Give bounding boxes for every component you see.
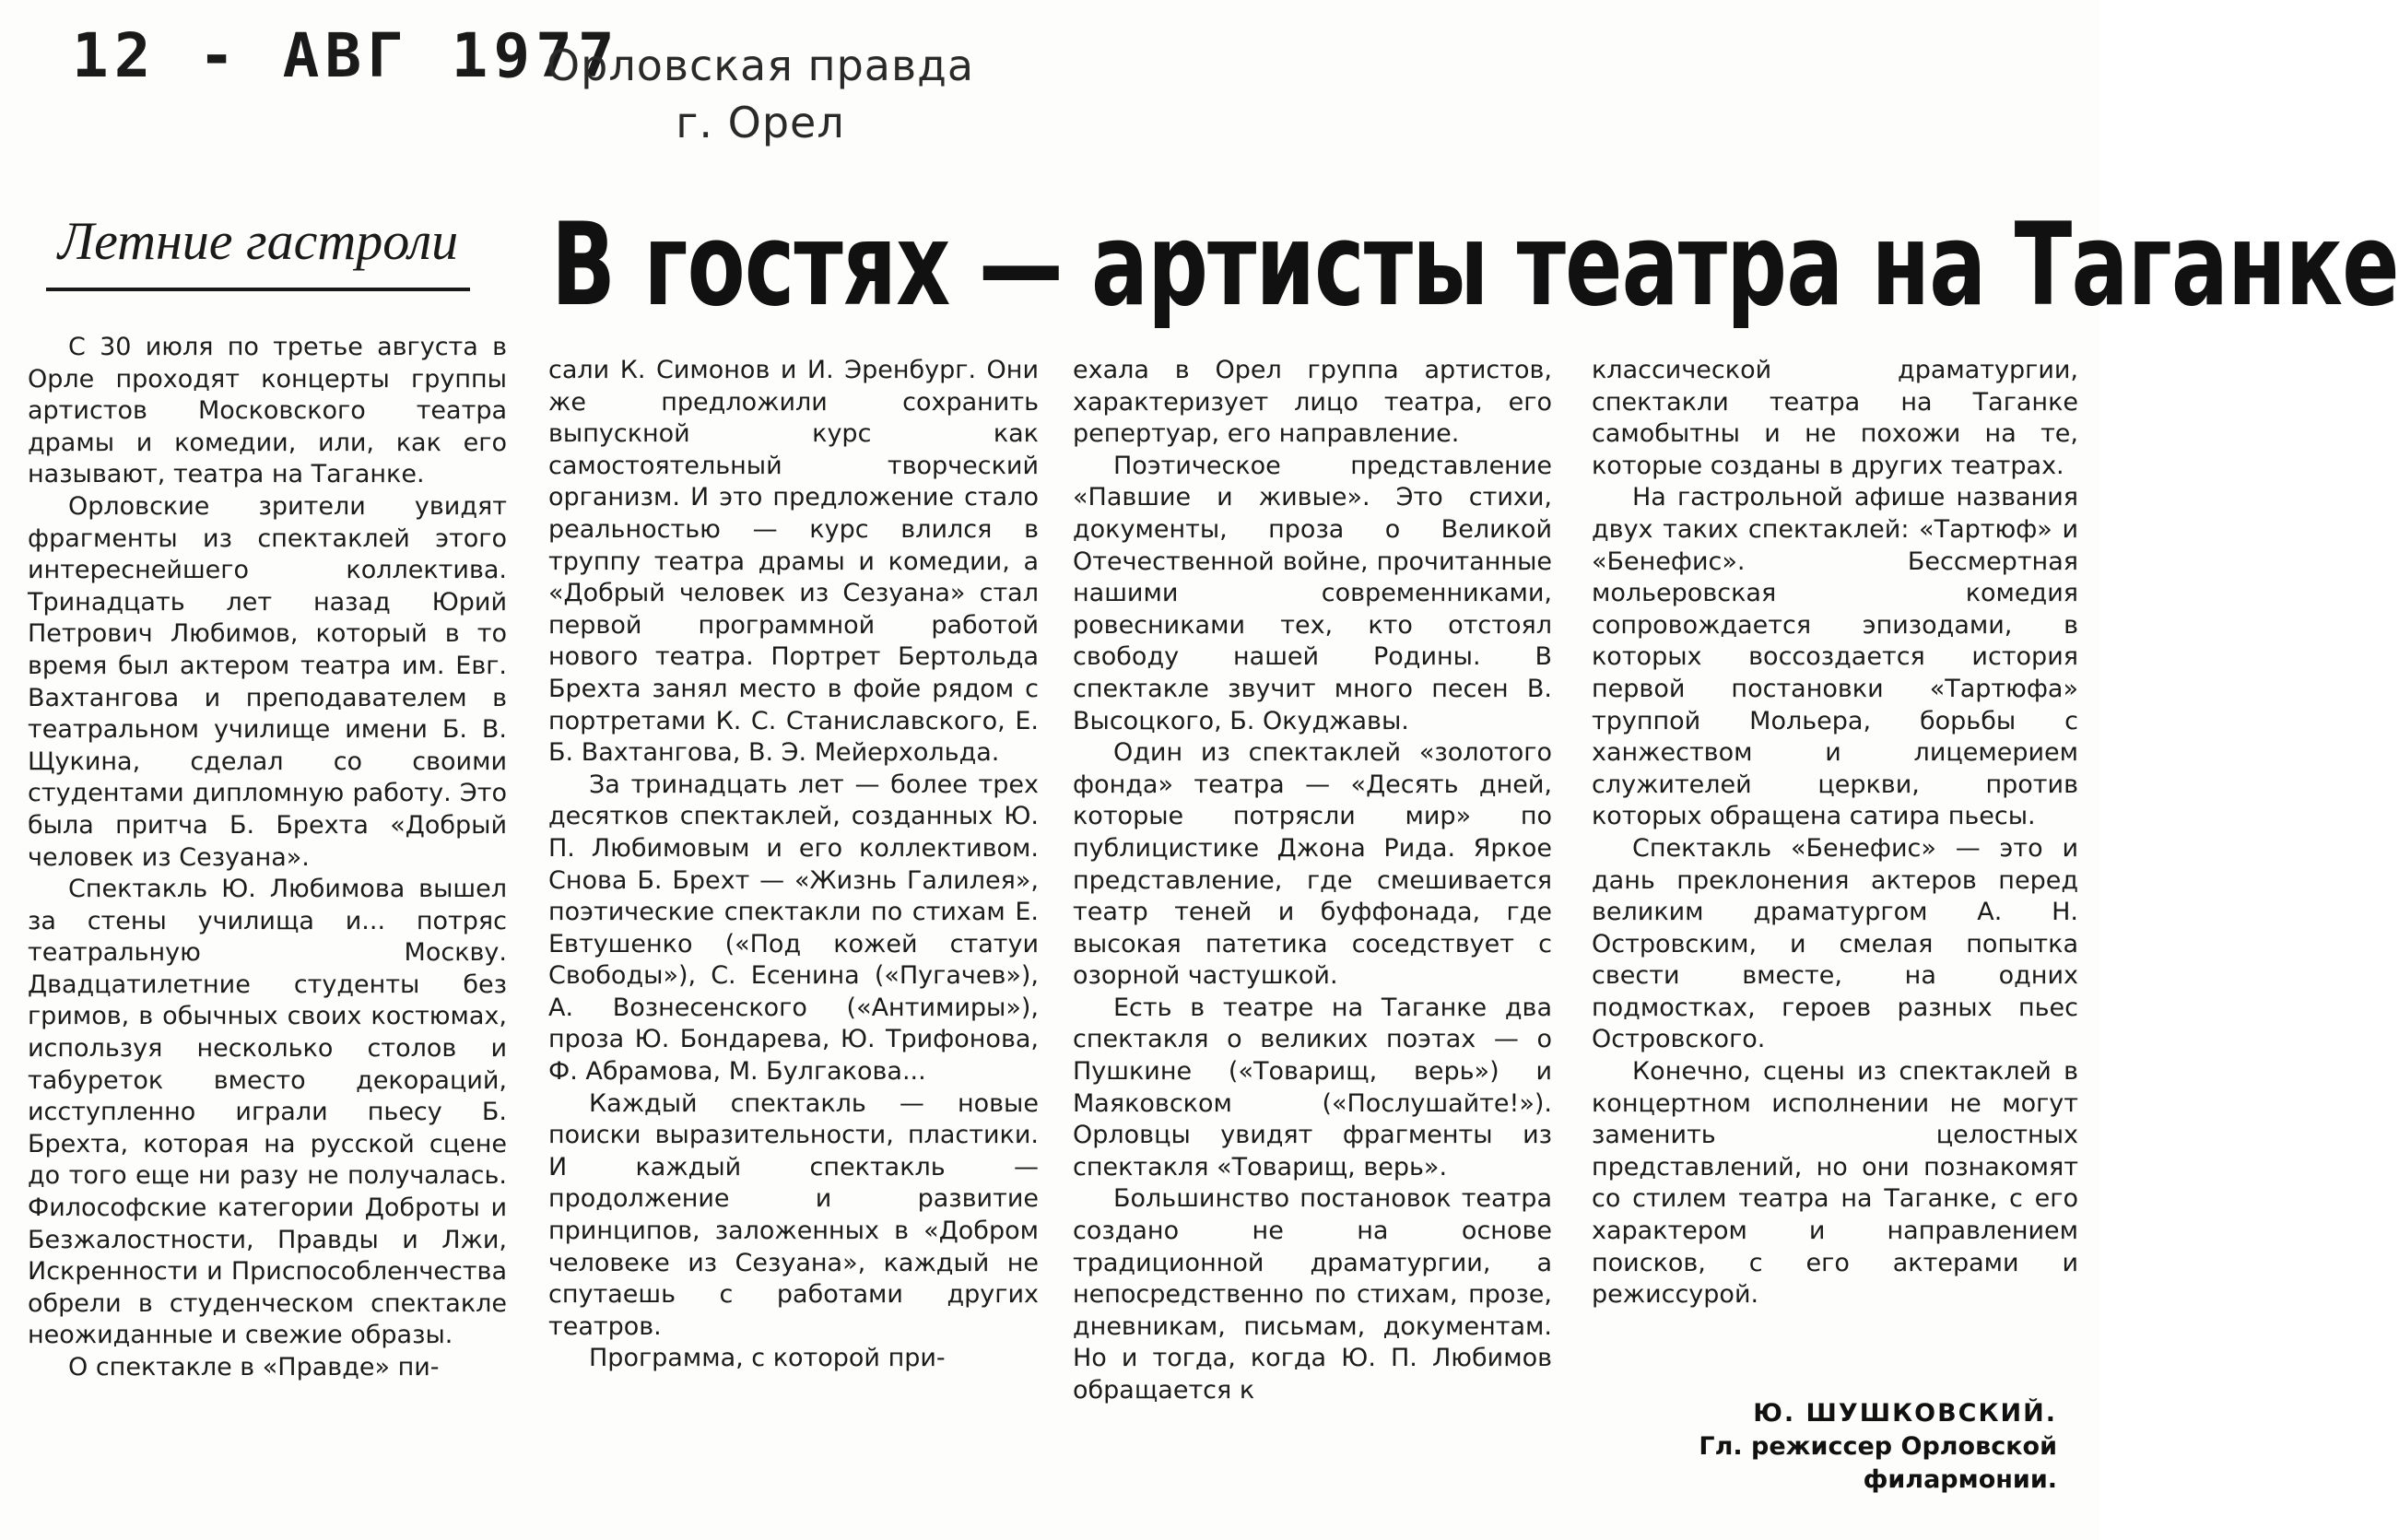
article-column-1 bbox=[28, 332, 507, 1384]
article-headline: В гостях — артисты театра на Таганке bbox=[551, 199, 2399, 332]
column-paragraph: На гастрольной афише названия двух таких спектаклей: «Тартюф» и «Бенефис». Бессмертная мольеровская комедия сопровождается эпизодами, в которых воссоздается история первой постановки «Тартюфа» труппой Мольера, борьбы с ханжеством и лицемерием служителей церкви, против которых обращена сатира пьесы. bbox=[1592, 483, 2078, 831]
column-paragraph: Орловские зрители увидят фрагменты из спектаклей этого интереснейшего коллектива. Тринадцать лет назад Юрий Петрович Любимов, который в то время был актером театра им. Евг. Вахтангова и преподавателем в театральном училище имени Б. В. Щукина, сделал со своими студентами дипломную работу. Это была притча Б. Брехта «Добрый человек из Сезуана». bbox=[28, 491, 507, 872]
author-name: Ю. ШУШКОВСКИЙ. bbox=[1753, 1399, 2057, 1428]
article-column-2 bbox=[548, 355, 1039, 1375]
column-paragraph: За тринадцать лет — более трех десятков спектаклей, созданных Ю. П. Любимовым и его коллективом. Снова Б. Брехт — «Жизнь Галилея», поэтические спектакли по стихам Е. Евтушенко («Под кожей статуи Свободы»), С. Есенина («Пугачев»), А. Вознесенского («Антимиры»), проза Ю. Бондарева, Ю. Трифонова, Ф. Абрамова, М. Булгакова... bbox=[548, 770, 1039, 1087]
clipping-date-stamp: 12 - АВГ 1977 bbox=[72, 20, 620, 91]
column-paragraph: Конечно, сцены из спектаклей в концертном исполнении не могут заменить целостных представлений, но они познакомят со стилем театра на Таганке, с его характером и направлением поисков, с его актерами и режиссурой. bbox=[1592, 1057, 2078, 1310]
column-paragraph: ехала в Орел группа артистов, характеризует лицо театра, его репертуар, его направление. bbox=[1073, 356, 1552, 449]
newspaper-city: г. Орел bbox=[676, 98, 845, 147]
column-paragraph: Поэтическое представление «Павшие и живые». Это стихи, документы, проза о Великой Отечественной войне, прочитанные нашими современниками, ровесниками тех, кто отстоял свободу нашей Родины. В спектакле звучит много песен В. Высоцкого, Б. Окуджавы. bbox=[1073, 451, 1552, 735]
author-role: Гл. режиссер Орловской филармонии. bbox=[1699, 1432, 2057, 1494]
column-paragraph: Есть в театре на Таганке два спектакля о великих поэтах — о Пушкине («Товарищ, верь») и Маяковском («Послушайте!»). Орловцы увидят фрагменты из спектакля «Товарищ, верь». bbox=[1073, 993, 1552, 1181]
column-paragraph: С 30 июля по третье августа в Орле проходят концерты группы артистов Московского театра драмы и комедии, или, как его называют, театра на Таганке. bbox=[28, 333, 507, 489]
column-paragraph: Спектакль «Бенефис» — это и дань преклонения актеров перед великим драматургом А. Н. Островским, и смелая попытка свести вместе, на одних подмостках, героев разных пьес Островского. bbox=[1592, 833, 2078, 1054]
author-signature bbox=[1592, 1397, 2057, 1497]
column-paragraph: О спектакле в «Правде» пи- bbox=[68, 1353, 440, 1381]
column-paragraph: Каждый спектакль — новые поиски выразительности, пластики. И каждый спектакль — продолжение и развитие принципов, заложенных в «Добром человеке из Сезуана», каждый не спутаешь с работами других театров. bbox=[548, 1088, 1039, 1341]
article-column-4 bbox=[1592, 355, 2078, 1311]
newspaper-name: Орловская правда bbox=[546, 41, 975, 90]
column-paragraph: Спектакль Ю. Любимова вышел за стены училища и... потряс театральную Москву. Двадцатилетние студенты без гримов, в обычных своих костюмах, используя несколько столов и табуреток вместо декораций, исступленно играли пьесу Б. Брехта, которая на русской сцене до того еще ни разу не получалась. Философские категории Доброты и Безжалостности, Правды и Лжи, Искренности и Приспособленчества обрели в студенческом спектакле неожиданные и свежие образы. bbox=[28, 875, 507, 1350]
newspaper-source-stamp bbox=[521, 37, 1000, 151]
column-paragraph: классической драматургии, спектакли театра на Таганке самобытны и не похожи на те, которые созданы в других театрах. bbox=[1592, 356, 2078, 480]
column-paragraph: Один из спектаклей «золотого фонда» театра — «Десять дней, которые потрясли мир» по публицистике Джона Рида. Яркое представление, где смешивается театр теней и буффонада, где высокая патетика соседствует с озорной частушкой. bbox=[1073, 738, 1552, 991]
article-column-3 bbox=[1073, 355, 1552, 1407]
column-paragraph: Большинство постановок театра создано не на основе традиционной драматургии, а непосредственно по стихам, прозе, дневникам, письмам, документам. Но и тогда, когда Ю. П. Любимов обращается к bbox=[1073, 1184, 1552, 1405]
column-paragraph: сали К. Симонов и И. Эренбург. Они же предложили сохранить выпускной курс как самостоятельный творческий организм. И это предложение стало реальностью — курс влился в труппу театра драмы и комедии, а «Добрый человек из Сезуана» стал первой программной работой нового театра. Портрет Бертольда Брехта занял место в фойе рядом с портретами К. С. Станиславского, Е. Б. Вахтангова, В. Э. Мейерхольда. bbox=[548, 356, 1039, 768]
rubric-label: Летние гастроли bbox=[57, 211, 459, 271]
rubric-underline bbox=[46, 288, 470, 291]
column-paragraph: Программа, с которой при- bbox=[589, 1344, 946, 1373]
